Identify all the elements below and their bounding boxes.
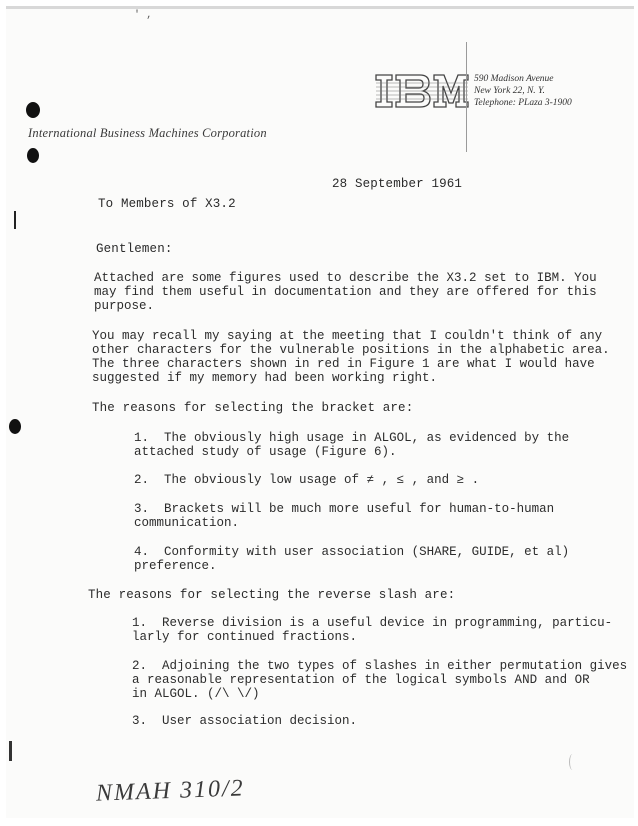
letter-page [6, 6, 634, 818]
punch-hole-middle [9, 419, 21, 434]
reason-text: The obviously high usage in ALGOL, as evidenced by the [164, 431, 570, 445]
reason-text: in ALGOL. (/\ \/) [132, 687, 260, 701]
bracket-reason-3 [134, 502, 554, 530]
reason-number: 3. [132, 714, 148, 728]
slash-reasons-heading: The reasons for selecting the reverse slash are: [88, 588, 456, 602]
reason-number: 1. [132, 616, 148, 630]
reason-text: a reasonable representation of the logical symbols AND and OR [132, 673, 590, 687]
reason-text: larly for continued fractions. [132, 630, 358, 644]
paragraph-line: Attached are some figures used to describe the X3.2 set to IBM. You [94, 271, 597, 285]
ibm-logo [374, 71, 470, 111]
paragraph-attached-figures [94, 271, 597, 313]
paragraph-vulnerable-positions [92, 329, 610, 385]
salutation: Gentlemen: [96, 242, 173, 256]
top-edge-shadow [6, 6, 634, 9]
pencil-mark [569, 754, 576, 770]
reason-text: User association decision. [162, 714, 358, 728]
reason-number: 3. [134, 502, 150, 516]
paragraph-line: purpose. [94, 299, 155, 313]
bracket-reasons-heading: The reasons for selecting the bracket are: [92, 401, 414, 415]
paragraph-line: suggested if my memory had been working right. [92, 371, 438, 385]
handwritten-archive-note: NMAH 310/2 [95, 775, 246, 807]
reason-number: 2. [134, 473, 150, 487]
paragraph-line: may find them useful in documentation and they are offered for this [94, 285, 597, 299]
slash-reason-2 [132, 659, 627, 701]
reason-text: The obviously low usage of ≠ , ≤ , and ≥ . [164, 473, 480, 487]
company-name: International Business Machines Corporation [28, 126, 267, 140]
reason-text: Adjoining the two types of slashes in either permutation gives [162, 659, 628, 673]
paragraph-line: other characters for the vulnerable positions in the alphabetic area. [92, 343, 610, 357]
margin-mark-bottom [9, 741, 12, 761]
punch-hole-second [27, 148, 39, 163]
reason-text: Reverse division is a useful device in programming, particu- [162, 616, 613, 630]
reason-text: preference. [134, 559, 217, 573]
reason-text: Conformity with user association (SHARE, GUIDE, et al) [164, 545, 570, 559]
reason-number: 2. [132, 659, 148, 673]
punch-hole-top [26, 102, 40, 118]
slash-reason-1 [132, 616, 612, 644]
address-line-1: 590 Madison Avenue [474, 74, 554, 84]
letterhead-divider [466, 42, 467, 152]
reason-number: 4. [134, 545, 150, 559]
margin-mark [14, 211, 16, 229]
address-line-3: Telephone: PLaza 3-1900 [474, 98, 572, 108]
reason-text: attached study of usage (Figure 6). [134, 445, 397, 459]
bracket-reason-4 [134, 545, 569, 573]
addressee: To Members of X3.2 [98, 197, 236, 211]
paragraph-line: You may recall my saying at the meeting that I couldn't think of any [92, 329, 603, 343]
letter-date: 28 September 1961 [332, 177, 463, 191]
paragraph-line: The three characters shown in red in Figure 1 are what I would have [92, 357, 595, 371]
bracket-reason-1 [134, 431, 569, 459]
slash-reason-3 [132, 714, 357, 728]
reason-text: communication. [134, 516, 240, 530]
reason-number: 1. [134, 431, 150, 445]
reason-text: Brackets will be much more useful for human-to-human [164, 502, 555, 516]
corner-mark: ' , [134, 10, 153, 21]
address-line-2: New York 22, N. Y. [474, 86, 545, 96]
bracket-reason-2 [134, 473, 479, 487]
